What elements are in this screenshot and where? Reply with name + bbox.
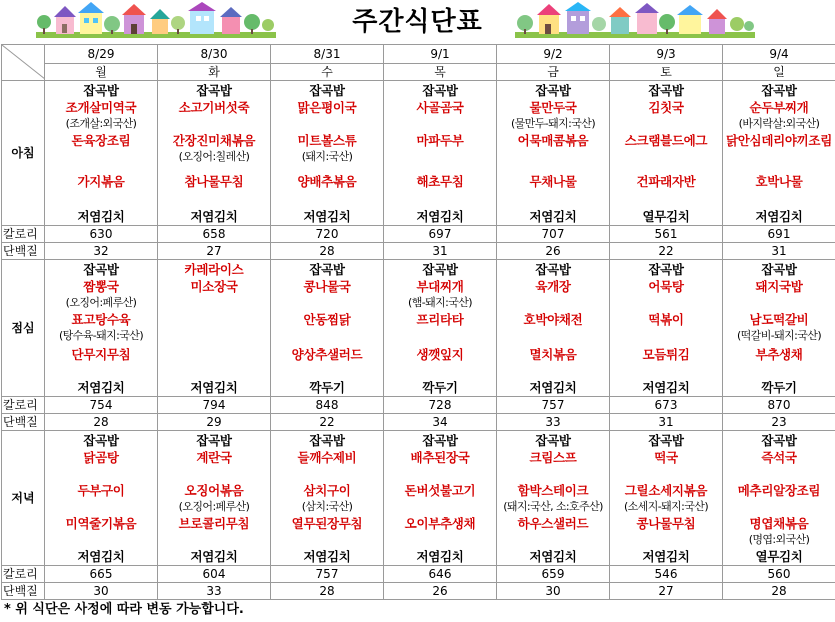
kimchi-text: 저염김치 — [303, 209, 351, 224]
side1-note-text — [497, 149, 609, 165]
protein-value: 28 — [271, 243, 384, 260]
side2-text: 하우스샐러드 — [517, 516, 589, 531]
menu-cell — [384, 81, 497, 226]
side1-text: 표고탕수육 — [71, 312, 131, 327]
spacer — [723, 363, 835, 375]
date-cell: 9/3 — [610, 45, 723, 64]
calorie-value: 546 — [610, 566, 723, 583]
protein-value: 23 — [723, 414, 835, 431]
side1-text: 어묵매콤볶음 — [517, 133, 589, 148]
side2-text — [158, 346, 270, 363]
soup-note-text: (조개살:외국산) — [65, 117, 137, 130]
soup-text: 물만두국 — [529, 100, 577, 115]
side2-text: 단무지무침 — [71, 347, 131, 362]
soup-text: 떡국 — [654, 450, 678, 465]
soup-text: 닭곰탕 — [83, 450, 119, 465]
kimchi-text: 저염김치 — [755, 209, 803, 224]
soup-text: 어묵탕 — [648, 279, 684, 294]
side2-text: 호박나물 — [755, 174, 803, 189]
weekly-menu-table — [1, 44, 835, 600]
calorie-value: 658 — [158, 226, 271, 243]
side1-text: 떡볶이 — [648, 312, 684, 327]
side1-note-text: (소세지-돼지:국산) — [623, 500, 709, 513]
spacer — [384, 190, 496, 202]
spacer — [384, 363, 496, 375]
calorie-value: 646 — [384, 566, 497, 583]
spacer — [271, 466, 383, 478]
side1-text: 돈육장조림 — [71, 133, 131, 148]
menu-cell — [723, 431, 835, 566]
calorie-label: 칼로리 — [2, 566, 45, 583]
side1-note-text — [610, 328, 722, 344]
rice-text: 잡곡밥 — [422, 433, 458, 448]
side1-text: 돈버섯불고기 — [404, 483, 476, 498]
calorie-value: 707 — [497, 226, 610, 243]
kimchi-text: 저염김치 — [77, 549, 125, 564]
protein-value: 22 — [610, 243, 723, 260]
calorie-value: 720 — [271, 226, 384, 243]
kimchi-text: 저염김치 — [77, 380, 125, 395]
side1-note-text — [45, 499, 157, 515]
menu-cell — [271, 81, 384, 226]
weekday-cell: 화 — [158, 64, 271, 81]
calorie-value: 754 — [45, 397, 158, 414]
rice-text: 잡곡밥 — [648, 83, 684, 98]
side1-note-text — [384, 149, 496, 165]
calorie-value: 665 — [45, 566, 158, 583]
kimchi-text: 저염김치 — [77, 209, 125, 224]
calorie-value: 870 — [723, 397, 835, 414]
side2-text: 건파래자반 — [636, 174, 696, 189]
menu-cell — [610, 81, 723, 226]
rice-text: 잡곡밥 — [83, 83, 119, 98]
spacer — [158, 466, 270, 478]
soup-text: 부대찌개 — [416, 279, 464, 294]
side1-text: 삼치구이 — [303, 483, 351, 498]
calorie-value: 697 — [384, 226, 497, 243]
protein-value: 28 — [271, 583, 384, 600]
footer-note: * 위 식단은 사정에 따라 변동 가능합니다. — [4, 602, 244, 617]
meal-row — [2, 431, 835, 566]
protein-value: 27 — [158, 243, 271, 260]
protein-row — [2, 243, 835, 260]
calorie-row — [2, 397, 835, 414]
soup-text: 사골곰국 — [416, 100, 464, 115]
soup-note-text: (바지락살:외국산) — [738, 117, 820, 130]
side2-text: 멸치볶음 — [529, 347, 577, 362]
menu-cell — [45, 260, 158, 397]
rice-text: 잡곡밥 — [761, 433, 797, 448]
side2-note-text — [610, 532, 722, 548]
side2-text: 부추생채 — [755, 347, 803, 362]
side2-text: 오이부추생채 — [404, 516, 476, 531]
date-cell: 8/31 — [271, 45, 384, 64]
side1-text: 오징어볶음 — [184, 483, 244, 498]
side1-note-text — [384, 328, 496, 344]
protein-value: 22 — [271, 414, 384, 431]
soup-note-text — [158, 116, 270, 132]
soup-text: 계란국 — [196, 450, 232, 465]
calorie-label: 칼로리 — [2, 226, 45, 243]
date-cell: 9/1 — [384, 45, 497, 64]
side2-note-text — [271, 532, 383, 548]
rice-text: 잡곡밥 — [309, 262, 345, 277]
village-illustration-left — [36, 2, 276, 40]
kimchi-text: 저염김치 — [190, 209, 238, 224]
side1-text: 스크램블드에그 — [624, 133, 708, 148]
corner-cell — [2, 45, 45, 81]
menu-cell — [45, 81, 158, 226]
side1-note-text: (탕수육-돼지:국산) — [58, 329, 144, 342]
soup-note-text — [610, 295, 722, 311]
spacer — [158, 363, 270, 375]
weekday-cell: 일 — [723, 64, 835, 81]
rice-text: 잡곡밥 — [761, 262, 797, 277]
rice-text: 잡곡밥 — [648, 433, 684, 448]
meal-label: 저녁 — [2, 431, 45, 566]
soup-text: 즉석국 — [761, 450, 797, 465]
rice-text: 잡곡밥 — [309, 433, 345, 448]
rice-text: 잡곡밥 — [83, 262, 119, 277]
side1-note-text — [271, 328, 383, 344]
spacer — [384, 466, 496, 478]
soup-note-text: (햄-돼지:국산) — [408, 296, 472, 309]
soup-note-text: (물만두-돼지:국산) — [510, 117, 596, 130]
side1-note-text — [497, 328, 609, 344]
diagonal-line — [2, 45, 45, 79]
side1-text: 두부구이 — [77, 483, 125, 498]
rice-text: 잡곡밥 — [196, 433, 232, 448]
side1-text: 호박야채전 — [523, 312, 583, 327]
protein-value: 27 — [610, 583, 723, 600]
kimchi-text: 저염김치 — [303, 549, 351, 564]
side2-note-text — [384, 532, 496, 548]
soup-note-text — [723, 295, 835, 311]
meal-label: 점심 — [2, 260, 45, 397]
side2-text: 가지볶음 — [77, 174, 125, 189]
soup-text: 크림스프 — [529, 450, 577, 465]
spacer — [45, 190, 157, 202]
rice-text: 잡곡밥 — [761, 83, 797, 98]
soup-text: 김칫국 — [648, 100, 684, 115]
side1-note-text: (오징어:페루산) — [178, 500, 250, 513]
side1-text: 마파두부 — [416, 133, 464, 148]
menu-cell — [610, 431, 723, 566]
weekday-cell: 토 — [610, 64, 723, 81]
soup-text: 콩나물국 — [303, 279, 351, 294]
menu-cell — [497, 260, 610, 397]
calorie-label: 칼로리 — [2, 397, 45, 414]
side1-note-text: (삼치:국산) — [301, 500, 353, 513]
side1-text: 남도떡갈비 — [749, 312, 809, 327]
protein-value: 31 — [384, 243, 497, 260]
menu-cell — [723, 260, 835, 397]
soup-note-text — [384, 116, 496, 132]
soup-note-text — [610, 116, 722, 132]
menu-cell — [497, 431, 610, 566]
protein-value: 34 — [384, 414, 497, 431]
kimchi-text: 깍두기 — [309, 380, 345, 395]
menu-cell — [158, 81, 271, 226]
protein-label: 단백질 — [2, 414, 45, 431]
protein-value: 26 — [497, 243, 610, 260]
rice-text: 잡곡밥 — [535, 83, 571, 98]
soup-text: 짬뽕국 — [83, 279, 119, 294]
rice-text: 잡곡밥 — [422, 262, 458, 277]
calorie-value: 659 — [497, 566, 610, 583]
side1-note-text: (떡갈비-돼지:국산) — [736, 329, 822, 342]
side1-note-text — [610, 149, 722, 165]
side1-note-text: (돼지:국산) — [301, 150, 353, 163]
kimchi-text: 저염김치 — [642, 549, 690, 564]
side2-text: 생깻잎지 — [416, 347, 464, 362]
kimchi-text: 저염김치 — [642, 380, 690, 395]
calorie-value: 728 — [384, 397, 497, 414]
weekday-cell: 목 — [384, 64, 497, 81]
menu-cell — [723, 81, 835, 226]
side1-text: 프리타타 — [416, 312, 464, 327]
side1-note-text — [723, 149, 835, 165]
calorie-value: 691 — [723, 226, 835, 243]
menu-cell — [158, 260, 271, 397]
rice-text: 잡곡밥 — [535, 262, 571, 277]
soup-note-text — [271, 116, 383, 132]
rice-text: 잡곡밥 — [309, 83, 345, 98]
side2-note-text: (명엽:외국산) — [748, 533, 810, 546]
page-title: 주간식단표 — [352, 7, 483, 37]
side1-text: 닭안심데리야끼조림 — [726, 133, 832, 148]
kimchi-text: 저염김치 — [416, 209, 464, 224]
side2-text: 콩나물무침 — [636, 516, 696, 531]
soup-note-text — [271, 295, 383, 311]
side1-note-text — [45, 149, 157, 165]
protein-value: 30 — [497, 583, 610, 600]
menu-cell — [384, 431, 497, 566]
spacer — [497, 466, 609, 478]
spacer — [497, 190, 609, 202]
protein-value: 31 — [610, 414, 723, 431]
village-illustration-right — [515, 2, 755, 40]
protein-row — [2, 414, 835, 431]
side2-text: 참나물무침 — [184, 174, 244, 189]
spacer — [45, 363, 157, 375]
calorie-value: 794 — [158, 397, 271, 414]
soup-text: 돼지국밥 — [755, 279, 803, 294]
rice-text: 잡곡밥 — [83, 433, 119, 448]
side2-note-text — [45, 532, 157, 548]
calorie-value: 630 — [45, 226, 158, 243]
rice-text: 잡곡밥 — [422, 83, 458, 98]
protein-value: 33 — [158, 583, 271, 600]
side1-text: 메추리알장조림 — [737, 483, 821, 498]
soup-text: 배추된장국 — [410, 450, 470, 465]
rice-text: 카레라이스 — [184, 262, 244, 277]
protein-label: 단백질 — [2, 243, 45, 260]
calorie-value: 757 — [271, 566, 384, 583]
rice-text: 잡곡밥 — [196, 83, 232, 98]
kimchi-text: 저염김치 — [416, 549, 464, 564]
side2-text: 해초무침 — [416, 174, 464, 189]
soup-text: 맑은평이국 — [297, 100, 357, 115]
protein-row — [2, 583, 835, 600]
date-cell: 9/4 — [723, 45, 835, 64]
soup-note-text: (오징어:페루산) — [65, 296, 137, 309]
spacer — [271, 190, 383, 202]
kimchi-text: 저염김치 — [190, 549, 238, 564]
menu-cell — [271, 260, 384, 397]
side1-note-text — [384, 499, 496, 515]
menu-cell — [158, 431, 271, 566]
date-cell: 8/29 — [45, 45, 158, 64]
rice-text: 잡곡밥 — [648, 262, 684, 277]
calorie-value: 848 — [271, 397, 384, 414]
calorie-value: 757 — [497, 397, 610, 414]
calorie-value: 561 — [610, 226, 723, 243]
meal-row — [2, 81, 835, 226]
weekday-cell: 월 — [45, 64, 158, 81]
side1-text: 안동찜닭 — [303, 312, 351, 327]
protein-value: 28 — [723, 583, 835, 600]
date-cell: 9/2 — [497, 45, 610, 64]
side1-note-text — [723, 499, 835, 515]
protein-value: 29 — [158, 414, 271, 431]
side2-note-text — [158, 532, 270, 548]
spacer — [723, 466, 835, 478]
side1-text: 함박스테이크 — [517, 483, 589, 498]
spacer — [610, 466, 722, 478]
protein-value: 30 — [45, 583, 158, 600]
kimchi-text: 깍두기 — [761, 380, 797, 395]
side2-text: 명엽채볶음 — [749, 516, 809, 531]
side2-text: 모듬튀김 — [642, 347, 690, 362]
protein-value: 26 — [384, 583, 497, 600]
side1-text: 간장진미채볶음 — [172, 133, 256, 148]
protein-value: 28 — [45, 414, 158, 431]
kimchi-text: 저염김치 — [190, 380, 238, 395]
kimchi-text: 저염김치 — [529, 380, 577, 395]
header — [0, 0, 835, 44]
side2-note-text — [497, 532, 609, 548]
protein-value: 31 — [723, 243, 835, 260]
calorie-row — [2, 226, 835, 243]
side2-text: 미역줄기볶음 — [65, 516, 137, 531]
protein-value: 32 — [45, 243, 158, 260]
side2-text: 양상추샐러드 — [291, 347, 363, 362]
spacer — [723, 190, 835, 202]
soup-text: 육개장 — [535, 279, 571, 294]
spacer — [158, 190, 270, 202]
protein-label: 단백질 — [2, 583, 45, 600]
side1-text: 미트볼스튜 — [297, 133, 357, 148]
soup-text: 소고기버섯죽 — [178, 100, 250, 115]
menu-cell — [497, 81, 610, 226]
kimchi-text: 열무김치 — [755, 549, 803, 564]
meal-row — [2, 260, 835, 397]
side1-note-text: (돼지:국산, 소:호주산) — [503, 500, 603, 513]
soup-text: 들깨수제비 — [297, 450, 357, 465]
rice-text: 잡곡밥 — [535, 433, 571, 448]
side1-text: 그릴소세지볶음 — [624, 483, 708, 498]
side1-note-text: (오징어:칠레산) — [178, 150, 250, 163]
date-cell: 8/30 — [158, 45, 271, 64]
menu-cell — [271, 431, 384, 566]
side1-note-text — [158, 328, 270, 344]
side2-text: 브로콜리무침 — [178, 516, 250, 531]
kimchi-text: 깍두기 — [422, 380, 458, 395]
menu-cell — [384, 260, 497, 397]
soup-text: 미소장국 — [190, 279, 238, 294]
menu-cell — [610, 260, 723, 397]
side2-text: 양배추볶음 — [297, 174, 357, 189]
side1-text — [158, 311, 270, 328]
side2-text: 열무된장무침 — [291, 516, 363, 531]
calorie-value: 560 — [723, 566, 835, 583]
side2-text: 무채나물 — [529, 174, 577, 189]
soup-text: 순두부찌개 — [749, 100, 809, 115]
spacer — [497, 363, 609, 375]
soup-text: 조개살미역국 — [65, 100, 137, 115]
weekday-cell: 수 — [271, 64, 384, 81]
weekday-cell: 금 — [497, 64, 610, 81]
spacer — [610, 363, 722, 375]
protein-value: 33 — [497, 414, 610, 431]
meal-label: 아침 — [2, 81, 45, 226]
soup-note-text — [158, 295, 270, 311]
kimchi-text: 열무김치 — [642, 209, 690, 224]
calorie-row — [2, 566, 835, 583]
spacer — [45, 466, 157, 478]
spacer — [610, 190, 722, 202]
calorie-value: 604 — [158, 566, 271, 583]
kimchi-text: 저염김치 — [529, 209, 577, 224]
spacer — [271, 363, 383, 375]
kimchi-text: 저염김치 — [529, 549, 577, 564]
menu-cell — [45, 431, 158, 566]
soup-note-text — [497, 295, 609, 311]
calorie-value: 673 — [610, 397, 723, 414]
